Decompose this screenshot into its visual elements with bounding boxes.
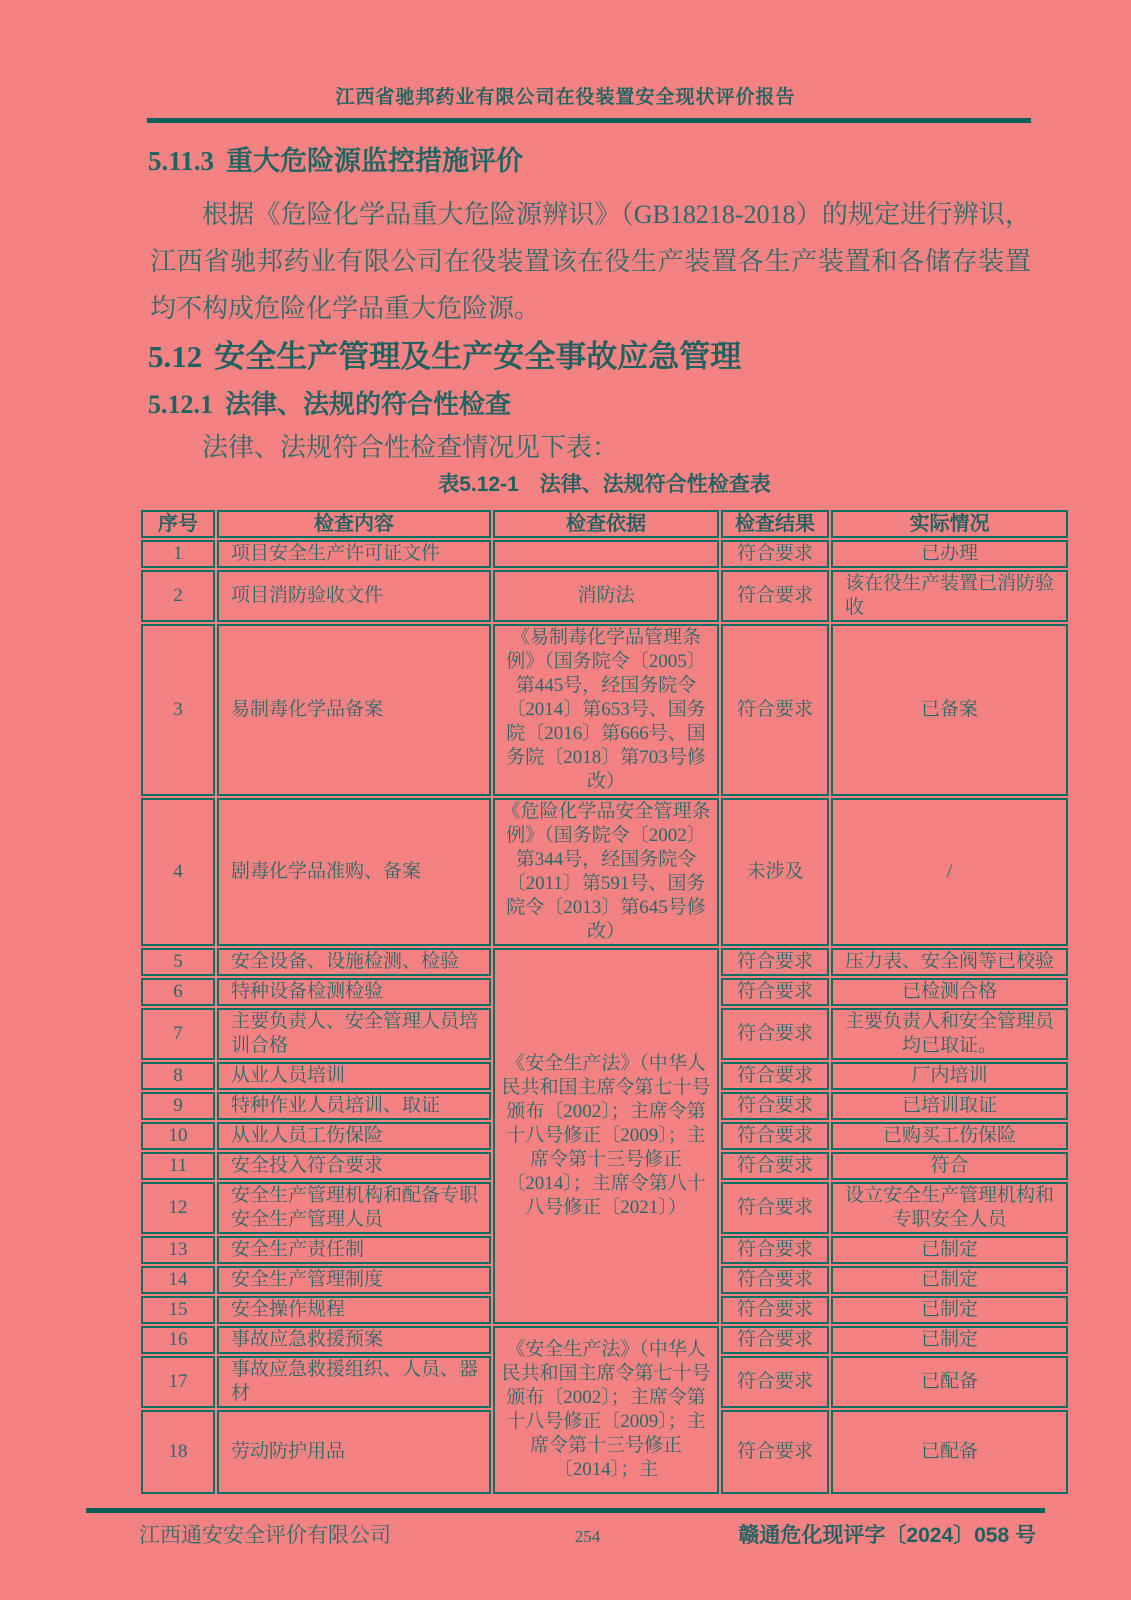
col-header-basis: 检查依据 bbox=[493, 510, 719, 538]
footer-doc-number: 赣通危化现评字〔2024〕058 号 bbox=[738, 1524, 1036, 1547]
cell-actual: 设立安全生产管理机构和专职安全人员 bbox=[831, 1182, 1068, 1234]
cell-content: 从业人员工伤保险 bbox=[217, 1122, 491, 1150]
cell-result: 符合要求 bbox=[721, 1182, 829, 1234]
cell-result: 符合要求 bbox=[721, 624, 829, 796]
col-header-result: 检查结果 bbox=[721, 510, 829, 538]
cell-result: 未涉及 bbox=[721, 798, 829, 946]
cell-no: 2 bbox=[141, 570, 215, 622]
cell-no: 17 bbox=[141, 1356, 215, 1408]
cell-actual: 已配备 bbox=[831, 1356, 1068, 1408]
cell-actual: 已配备 bbox=[831, 1410, 1068, 1494]
cell-actual: 已制定 bbox=[831, 1326, 1068, 1354]
cell-content: 安全投入符合要求 bbox=[217, 1152, 491, 1180]
header-rule bbox=[147, 118, 1031, 123]
cell-content: 特种设备检测检验 bbox=[217, 978, 491, 1006]
cell-result: 符合要求 bbox=[721, 1356, 829, 1408]
cell-actual: 已培训取证 bbox=[831, 1092, 1068, 1120]
cell-content: 事故应急救援组织、人员、器材 bbox=[217, 1356, 491, 1408]
cell-no: 1 bbox=[141, 540, 215, 568]
cell-actual: 符合 bbox=[831, 1152, 1068, 1180]
cell-content: 安全生产责任制 bbox=[217, 1236, 491, 1264]
cell-result: 符合要求 bbox=[721, 1236, 829, 1264]
section-heading-5-12 bbox=[148, 340, 1031, 374]
cell-content: 安全生产管理制度 bbox=[217, 1266, 491, 1294]
cell-actual: 已办理 bbox=[831, 540, 1068, 568]
cell-result: 符合要求 bbox=[721, 1008, 829, 1060]
cell-result: 符合要求 bbox=[721, 1410, 829, 1494]
compliance-check-table bbox=[139, 508, 1070, 1496]
section-title: 法律、法规的符合性检查 bbox=[225, 389, 512, 419]
table-header-row bbox=[141, 510, 1068, 538]
table-row bbox=[141, 570, 1068, 622]
cell-no: 16 bbox=[141, 1326, 215, 1354]
cell-basis-merged-5-15: 《安全生产法》（中华人民共和国主席令第七十号颁布〔2002〕；主席令第十八号修正〔2009〕；主席令第十三号修正〔2014〕；主席令第八十八号修正〔2021〕） bbox=[493, 948, 719, 1324]
section-heading-5-11-3 bbox=[148, 146, 1031, 176]
cell-result: 符合要求 bbox=[721, 1326, 829, 1354]
cell-no: 5 bbox=[141, 948, 215, 976]
col-header-content: 检查内容 bbox=[217, 510, 491, 538]
cell-no: 15 bbox=[141, 1296, 215, 1324]
cell-actual: 已购买工伤保险 bbox=[831, 1122, 1068, 1150]
section-number: 5.12.1 bbox=[148, 390, 213, 419]
page-footer bbox=[139, 1519, 1036, 1549]
cell-result: 符合要求 bbox=[721, 1092, 829, 1120]
cell-result: 符合要求 bbox=[721, 570, 829, 622]
cell-no: 6 bbox=[141, 978, 215, 1006]
cell-content: 主要负责人、安全管理人员培训合格 bbox=[217, 1008, 491, 1060]
cell-content: 事故应急救援预案 bbox=[217, 1326, 491, 1354]
cell-no: 11 bbox=[141, 1152, 215, 1180]
cell-basis bbox=[493, 540, 719, 568]
cell-actual: 已备案 bbox=[831, 624, 1068, 796]
cell-no: 4 bbox=[141, 798, 215, 946]
cell-result: 符合要求 bbox=[721, 1122, 829, 1150]
cell-no: 9 bbox=[141, 1092, 215, 1120]
cell-actual: 已制定 bbox=[831, 1266, 1068, 1294]
cell-result: 符合要求 bbox=[721, 1062, 829, 1090]
cell-result: 符合要求 bbox=[721, 540, 829, 568]
paragraph-table-intro: 法律、法规符合性检查情况见下表： bbox=[202, 433, 619, 462]
cell-no: 7 bbox=[141, 1008, 215, 1060]
footer-company: 江西通安安全评价有限公司 bbox=[139, 1523, 391, 1547]
cell-no: 8 bbox=[141, 1062, 215, 1090]
col-header-actual: 实际情况 bbox=[831, 510, 1068, 538]
cell-basis: 《易制毒化学品管理条例》（国务院令〔2005〕第445号，经国务院令〔2014〕第653号、国务院〔2016〕第666号、国务院〔2018〕第703号修改） bbox=[493, 624, 719, 796]
cell-result: 符合要求 bbox=[721, 1266, 829, 1294]
cell-content: 劳动防护用品 bbox=[217, 1410, 491, 1494]
section-heading-5-12-1 bbox=[148, 389, 1031, 420]
cell-no: 12 bbox=[141, 1182, 215, 1234]
footer-page-number: 254 bbox=[574, 1527, 601, 1546]
cell-no: 14 bbox=[141, 1266, 215, 1294]
table-row bbox=[141, 1326, 1068, 1354]
cell-actual: 已制定 bbox=[831, 1296, 1068, 1324]
col-header-no: 序号 bbox=[141, 510, 215, 538]
cell-content: 从业人员培训 bbox=[217, 1062, 491, 1090]
table-row bbox=[141, 540, 1068, 568]
paragraph-hazard-identification: 根据《危险化学品重大危险源辨识》（GB18218-2018）的规定进行辨识，江西省驰邦药业有限公司在役装置该在役生产装置各生产装置和各储存装置均不构成危险化学品重大危险源。 bbox=[150, 200, 1031, 323]
clipped-basis-text: 《安全生产法》（中华人民共和国主席令第七十号颁布〔2002〕；主席令第十八号修正〔2009〕；主席令第十三号修正〔2014〕；主 bbox=[501, 1339, 711, 1480]
cell-result: 符合要求 bbox=[721, 1296, 829, 1324]
cell-content: 特种作业人员培训、取证 bbox=[217, 1092, 491, 1120]
running-header-title: 江西省驰邦药业有限公司在役装置安全现状评价报告 bbox=[335, 87, 796, 108]
cell-result: 符合要求 bbox=[721, 978, 829, 1006]
cell-actual: 已检测合格 bbox=[831, 978, 1068, 1006]
cell-basis: 《危险化学品安全管理条例》（国务院令〔2002〕第344号，经国务院令〔2011〕第591号、国务院令〔2013〕第645号修改） bbox=[493, 798, 719, 946]
cell-basis: 消防法 bbox=[493, 570, 719, 622]
cell-actual: 厂内培训 bbox=[831, 1062, 1068, 1090]
cell-no: 3 bbox=[141, 624, 215, 796]
footer-rule bbox=[86, 1508, 1045, 1513]
table-caption: 表5.12-1 法律、法规符合性检查表 bbox=[438, 473, 771, 496]
cell-content: 安全操作规程 bbox=[217, 1296, 491, 1324]
section-title: 安全生产管理及生产安全事故应急管理 bbox=[214, 339, 742, 374]
cell-content: 易制毒化学品备案 bbox=[217, 624, 491, 796]
cell-actual: 该在役生产装置已消防验收 bbox=[831, 570, 1068, 622]
cell-no: 18 bbox=[141, 1410, 215, 1494]
table-row bbox=[141, 798, 1068, 946]
table-row bbox=[141, 624, 1068, 796]
section-number: 5.12 bbox=[148, 339, 203, 374]
cell-actual: 主要负责人和安全管理员均已取证。 bbox=[831, 1008, 1068, 1060]
cell-content: 项目消防验收文件 bbox=[217, 570, 491, 622]
cell-content: 剧毒化学品准购、备案 bbox=[217, 798, 491, 946]
section-number: 5.11.3 bbox=[148, 146, 215, 176]
cell-no: 10 bbox=[141, 1122, 215, 1150]
cell-content: 项目安全生产许可证文件 bbox=[217, 540, 491, 568]
section-title: 重大危险源监控措施评价 bbox=[226, 146, 524, 176]
cell-actual: 已制定 bbox=[831, 1236, 1068, 1264]
cell-content: 安全生产管理机构和配备专职安全生产管理人员 bbox=[217, 1182, 491, 1234]
cell-basis-merged-16-18 bbox=[493, 1326, 719, 1494]
table-row bbox=[141, 948, 1068, 976]
cell-result: 符合要求 bbox=[721, 1152, 829, 1180]
cell-actual: / bbox=[831, 798, 1068, 946]
cell-result: 符合要求 bbox=[721, 948, 829, 976]
cell-content: 安全设备、设施检测、检验 bbox=[217, 948, 491, 976]
cell-actual: 压力表、安全阀等已校验 bbox=[831, 948, 1068, 976]
cell-no: 13 bbox=[141, 1236, 215, 1264]
